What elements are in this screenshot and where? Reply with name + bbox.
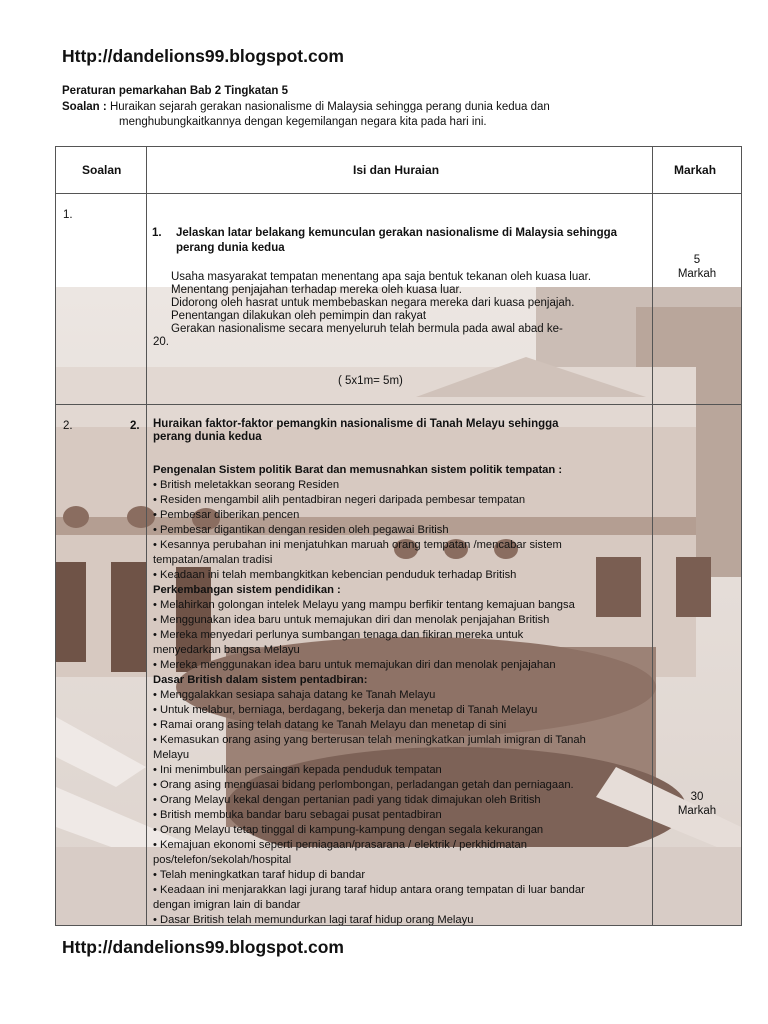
row1-heading-text: Jelaskan latar belakang kemunculan gerakan nasionalisme di Malaysia sehingga perang dunia kedua	[176, 227, 618, 254]
row1-number: 1.	[63, 209, 73, 221]
row1-point: Usaha masyarakat tempatan menentang apa saja bentuk tekanan oleh kuasa luar.	[171, 271, 592, 283]
row1-point: 20.	[153, 336, 169, 348]
row2-heading-line2: perang dunia kedua	[153, 431, 262, 443]
row2-point: • Mereka menggunakan idea baru untuk memajukan diri dan menolak penjajahan	[153, 659, 556, 671]
row2-number: 2.	[63, 420, 73, 432]
row2-point: • Menggalakkan sesiapa sahaja datang ke Tanah Melayu	[153, 689, 436, 701]
row2-point: • Pembesar digantikan dengan residen oleh pegawai British	[153, 524, 449, 536]
row2-point: dengan imigran lain di bandar	[153, 899, 301, 911]
row2-mark-value: 30	[690, 791, 704, 803]
row2-point: • Ini menimbulkan persaingan kepada penduduk tempatan	[153, 764, 442, 776]
marking-table	[55, 146, 742, 926]
row2-point: • Melahirkan golongan intelek Melayu yang mampu berfikir tentang kemajuan bangsa	[153, 599, 575, 611]
row2-point: • Mereka menyedari perlunya sumbangan tenaga dan fikiran mereka untuk	[153, 629, 524, 641]
column-header-soalan: Soalan	[82, 163, 122, 177]
row1-heading	[152, 226, 636, 256]
row1-formula: ( 5x1m= 5m)	[338, 375, 403, 387]
row2-point: Melayu	[153, 749, 190, 761]
row2-mark-label: Markah	[677, 805, 717, 817]
row2-point: tempatan/amalan tradisi	[153, 554, 273, 566]
row2-point: • British membuka bandar baru sebagai pusat pentadbiran	[153, 809, 442, 821]
document-title: Peraturan pemarkahan Bab 2 Tingkatan 5	[62, 85, 289, 97]
site-header-url[interactable]: Http://dandelions99.blogspot.com	[62, 46, 344, 66]
row1-mark-label: Markah	[677, 268, 717, 280]
question-text-line1: Huraikan sejarah gerakan nasionalisme di Malaysia sehingga perang dunia kedua dan	[109, 101, 550, 113]
row2-point: pos/telefon/sekolah/hospital	[153, 854, 292, 866]
row2-point: • Dasar British telah memundurkan lagi taraf hidup orang Melayu	[153, 914, 474, 926]
row2-point: • Pembesar diberikan pencen	[153, 509, 300, 521]
row2-point: • Telah meningkatkan taraf hidup di bandar	[153, 869, 366, 881]
row2-point: • Kemasukan orang asing yang berterusan telah meningkatkan jumlah imigran di Tanah	[153, 734, 586, 746]
row1-point: Didorong oleh hasrat untuk membebaskan negara mereka dari kuasa penjajah.	[171, 297, 575, 309]
row2-section-heading: Dasar British dalam sistem pentadbiran:	[153, 674, 368, 686]
row2-heading	[153, 418, 623, 444]
row1-point: Gerakan nasionalisme secara menyeluruh telah bermula pada awal abad ke-	[171, 323, 563, 335]
row2-section-heading: Perkembangan sistem pendidikan :	[153, 584, 341, 596]
question-label: Soalan :	[62, 101, 107, 113]
row2-heading-number: 2.	[130, 420, 140, 432]
row2-point: • Ramai orang asing telah datang ke Tanah Melayu dan menetap di sini	[153, 719, 507, 731]
site-footer-url[interactable]: Http://dandelions99.blogspot.com	[62, 937, 344, 957]
row2-point: • Residen mengambil alih pentadbiran negeri daripada pembesar tempatan	[153, 494, 526, 506]
question-statement	[62, 100, 622, 130]
row2-point: • Orang asing menguasai bidang perlombongan, perladangan getah dan perniagaan.	[153, 779, 574, 791]
row2-points	[153, 463, 641, 926]
row2-point: • Kesannya perubahan ini menjatuhkan maruah orang tempatan /mencabar sistem	[153, 539, 562, 551]
row2-point: • Kemajuan ekonomi seperti perniagaan/prasarana / elektrik / perkhidmatan	[153, 839, 527, 851]
row2-mark	[652, 790, 742, 818]
question-text-line2: menghubungkaitkannya dengan kegemilangan negara kita pada hari ini.	[119, 116, 487, 128]
row1-point: Penentangan dilakukan oleh pemimpin dan rakyat	[171, 310, 427, 322]
row1-mark	[652, 253, 742, 281]
row1-heading-number: 1.	[152, 227, 162, 239]
row2-point: • British meletakkan seorang Residen	[153, 479, 340, 491]
row2-section-heading: Pengenalan Sistem politik Barat dan memusnahkan sistem politik tempatan :	[153, 464, 563, 476]
column-header-isi: Isi dan Huraian	[353, 163, 440, 177]
row2-point: • Orang Melayu tetap tinggal di kampung-kampung dengan segala kekurangan	[153, 824, 544, 836]
row2-point: • Menggunakan idea baru untuk memajukan diri dan menolak penjajahan British	[153, 614, 550, 626]
row2-point: menyedarkan bangsa Melayu	[153, 644, 300, 656]
row1-mark-value: 5	[693, 254, 701, 266]
row1-point: Menentang penjajahan terhadap mereka oleh kuasa luar.	[171, 284, 462, 296]
row2-point: • Untuk melabur, berniaga, berdagang, bekerja dan menetap di Tanah Melayu	[153, 704, 538, 716]
row2-point: • Orang Melayu kekal dengan pertanian padi yang tidak dimajukan oleh British	[153, 794, 541, 806]
row1-points	[153, 271, 651, 349]
column-header-markah: Markah	[674, 163, 717, 177]
row2-point: • Keadaan ini telah membangkitkan kebencian penduduk terhadap British	[153, 569, 517, 581]
row2-point: • Keadaan ini menjarakkan lagi jurang taraf hidup antara orang tempatan di luar bandar	[153, 884, 585, 896]
row2-heading-line1: Huraikan faktor-faktor pemangkin nasionalisme di Tanah Melayu sehingga	[153, 418, 559, 430]
